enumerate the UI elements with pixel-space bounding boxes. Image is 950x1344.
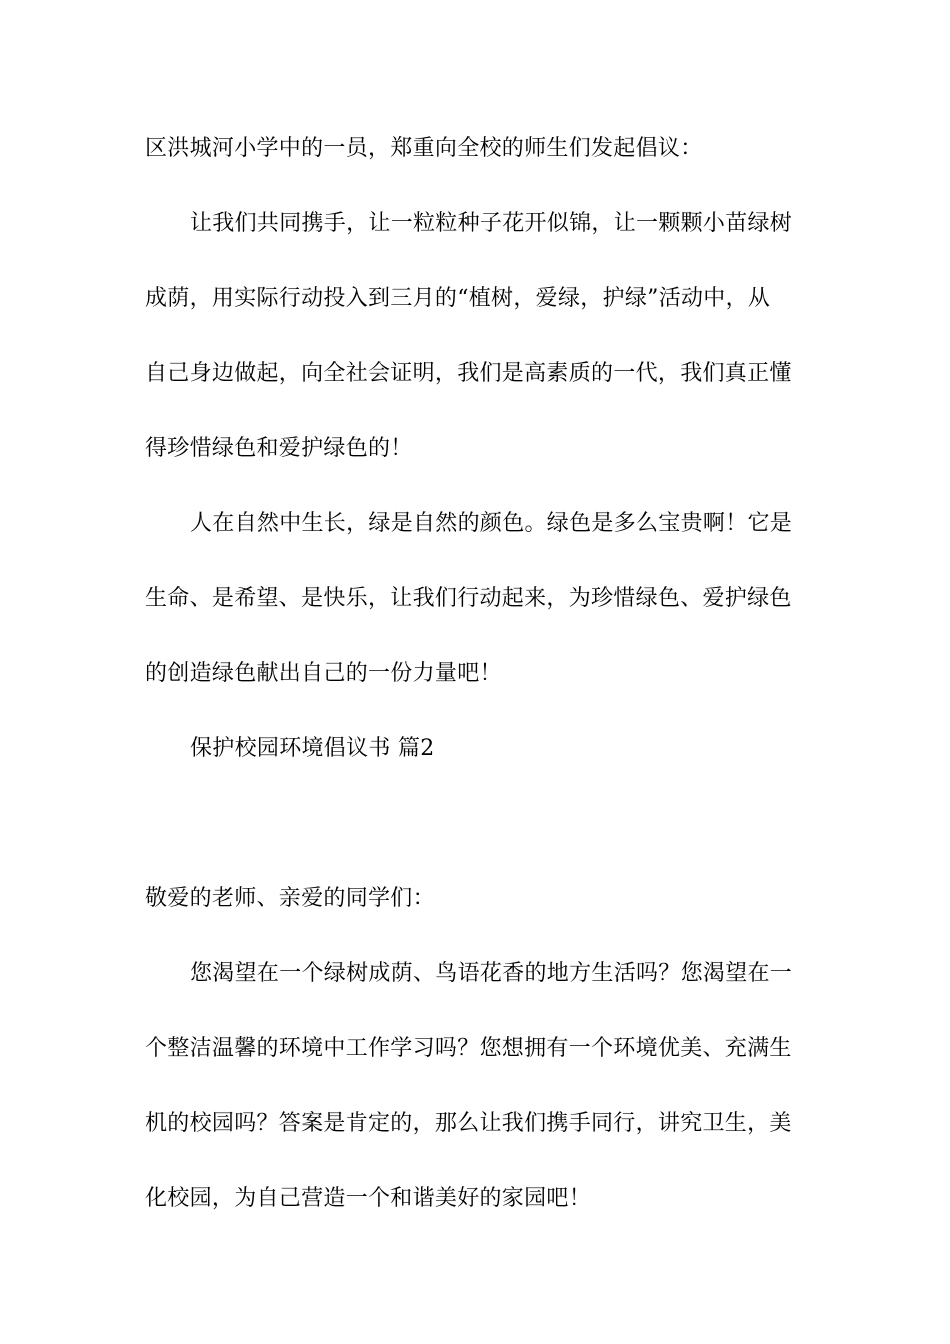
text-line: 的创造绿色献出自己的一份力量吧！ bbox=[145, 661, 502, 686]
text-line: 人在自然中生长，绿是自然的颜色。绿色是多么宝贵啊！它是 bbox=[190, 511, 793, 536]
text-line: 成荫，用实际行动投入到三月的“植树，爱绿，护绿”活动中，从 bbox=[145, 286, 771, 311]
text-line: 自己身边做起，向全社会证明，我们是高素质的一代，我们真正懂 bbox=[145, 361, 792, 386]
text-line: 您渴望在一个绿树成荫、鸟语花香的地方生活吗？您渴望在一 bbox=[190, 961, 793, 986]
text-line: 让我们共同携手，让一粒粒种子花开似锦，让一颗颗小苗绿树 bbox=[190, 211, 793, 236]
text-line: 化校园，为自己营造一个和谐美好的家园吧！ bbox=[145, 1186, 592, 1211]
salutation: 敬爱的老师、亲爱的同学们： bbox=[145, 886, 435, 911]
text-line: 机的校园吗？答案是肯定的，那么让我们携手同行，讲究卫生，美 bbox=[145, 1111, 792, 1136]
text-line: 得珍惜绿色和爱护绿色的！ bbox=[145, 436, 413, 461]
section-heading: 保护校园环境倡议书 篇2 bbox=[190, 736, 435, 761]
text-line: 个整洁温馨的环境中工作学习吗？您想拥有一个环境优美、充满生 bbox=[145, 1036, 792, 1061]
text-line: 生命、是希望、是快乐，让我们行动起来，为珍惜绿色、爱护绿色 bbox=[145, 586, 792, 611]
text-line: 区洪城河小学中的一员，郑重向全校的师生们发起倡议： bbox=[145, 136, 703, 161]
